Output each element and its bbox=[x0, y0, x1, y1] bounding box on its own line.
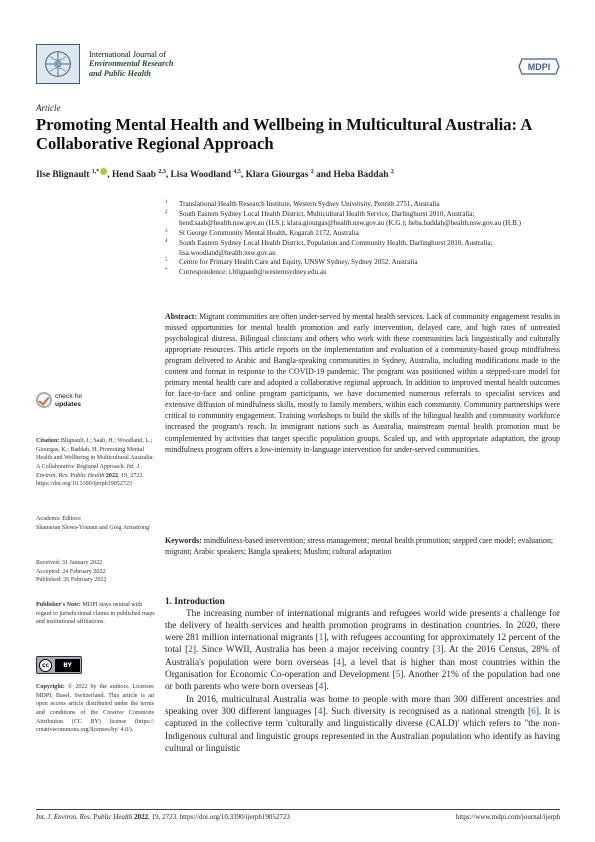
reference-link[interactable]: 4 bbox=[318, 681, 324, 692]
check-line1: check for bbox=[55, 393, 83, 400]
affiliation-text: South Eastern Sydney Local Health District, Population and Community Health, Darlinghurst 2010, Australia; lisa.woodland@health.nsw.gov.au bbox=[179, 238, 493, 257]
author-affiliation-marker: 2,3 bbox=[158, 168, 166, 175]
affiliation-number: 5 bbox=[165, 258, 168, 264]
citation-rest[interactable]: , 19, 2723. https://doi.org/10.3390/ijerph19052723 bbox=[36, 472, 144, 488]
editors-label: Academic Editors: bbox=[36, 516, 82, 522]
abstract-label: Abstract: bbox=[165, 312, 197, 321]
affiliation-text: South Eastern Sydney Local Health District, Multicultural Health Service, Darlinghurst 2010, Australia; hend.saab@health.nsw.gov.au (H.S.); klara.giourgas@health.nsw.gov.au (K.G.); heba.baddah@health.nsw.gov.au (H.B.) bbox=[179, 209, 521, 228]
author-affiliation-marker: 4,5 bbox=[233, 168, 241, 175]
affiliation-text: Correspondence: i.blignault@westernsydney.edu.au bbox=[179, 267, 327, 276]
reference-link[interactable]: 5 bbox=[395, 669, 401, 680]
cc-icon: cc bbox=[39, 659, 52, 672]
affiliations-list bbox=[165, 200, 560, 278]
citation-journal: Int. J. Environ. Res. Public Health bbox=[36, 463, 141, 479]
reference-link[interactable]: 4 bbox=[317, 707, 323, 718]
author-affiliation-marker: 2 bbox=[390, 168, 394, 175]
author-list: Ilse Blignault $^{1,*}$ , Hend Saab $^{2,3}$, Lisa Woodland $^{4,5}$, Klara Giourgas $^2$ and Heba Baddah $^2$ bbox=[36, 168, 394, 180]
introduction-body bbox=[165, 608, 560, 756]
abstract-text: Migrant communities are often under-served by mental health services. Lack of community engagement results in missed opportunities for mental health promotion and early intervention, delayed care, and high rates of untreated psychological distress. Bilingual clinicians and others who work with these communities lack linguistically and culturally appropriate resources. This article reports on the implementation and evaluation of a community-based group mindfulness program delivered to Arabic and Bangla-speaking communities in Sydney, Australia, including modifications made to the content and format in response to the COVID-19 pandemic. The program was positioned within a stepped-care model for primary mental health care and adopted a collaborative regional approach. In addition to improved mental health outcomes for face-to-face and online program participants, we have documented numerous referrals to specialist services and extensive diffusion of mindfulness skills, mostly to family members, within each community. Community partnerships were critical to community engagement. Training workshops to build the skills of the bilingual health and community workforce increased the program's reach. In immigrant nations such as Australia, mainstream mental health promotion must be complemented by activities that target specific population groups. Scaled up, and with appropriate adaptation, the group mindfulness program offers a low-intensity in-language intervention for under-served communities. bbox=[165, 312, 560, 454]
footer-journal: Int. J. Environ. Res. Public Health bbox=[36, 813, 133, 821]
article-type: Article bbox=[36, 103, 61, 113]
svg-text:MDPI: MDPI bbox=[527, 62, 551, 73]
publisher-note-text: MDPI stays neutral with regard to jurisdictional claims in published maps and institutional affiliations. bbox=[36, 602, 155, 626]
affiliation-item bbox=[165, 229, 560, 239]
reference-link[interactable]: 3 bbox=[435, 645, 441, 656]
footer-journal-link[interactable]: https://www.mdpi.com/journal/ijerph bbox=[455, 813, 560, 821]
affiliation-number: 4 bbox=[165, 238, 168, 244]
journal-name-line3: and Public Health bbox=[89, 68, 151, 78]
affiliation-item bbox=[165, 239, 560, 258]
author-name: Lisa Woodland $^{4,5}$ bbox=[170, 168, 241, 180]
footer-doi[interactable]: , 19, 2723. https://doi.org/10.3390/ijerph19052723 bbox=[148, 813, 290, 821]
copyright-text: © 2022 by the authors. Licensee MDPI, Basel, Switzerland. This article is an open access article distributed under the terms and conditions of the Creative Commons Attribution (CC BY) license (https:// creativecommons.org/licenses/by/ 4.0/). bbox=[36, 684, 154, 734]
section-heading: 1. Introduction bbox=[165, 597, 225, 607]
affiliation-item bbox=[165, 258, 560, 268]
affiliation-text: Centre for Primary Health Care and Equity, UNSW Sydney, Sydney 2052, Australia bbox=[179, 258, 418, 267]
dates-block bbox=[36, 559, 156, 585]
author-name: Klara Giourgas $^2$ bbox=[245, 168, 314, 180]
affiliation-text: St George Community Mental Health, Kogarah 2172, Australia bbox=[179, 229, 359, 238]
abstract bbox=[165, 311, 560, 455]
journal-name bbox=[89, 50, 173, 78]
editors-names: Shameran Slewa-Younan and Greg Armstrong bbox=[36, 524, 150, 531]
citation-text: Blignault, I.; Saab, H.; Woodland, L.; Giourgas, K.; Baddah, H. Promoting Mental Health and Wellbeing in Multicultural Australia: A Collaborative Regional Approach. bbox=[36, 438, 155, 470]
author-name: Heba Baddah $^2$ bbox=[333, 168, 394, 180]
mdpi-logo-icon bbox=[518, 56, 560, 77]
reference-link[interactable]: 4 bbox=[336, 657, 342, 668]
affiliation-number: 3 bbox=[165, 229, 168, 235]
academic-editors bbox=[36, 515, 156, 532]
journal-name-line2: Environmental Research bbox=[89, 59, 174, 69]
author-affiliation-marker: 2 bbox=[310, 168, 314, 175]
affiliation-item bbox=[165, 268, 560, 278]
check-line2: updates bbox=[55, 400, 82, 408]
journal-logo-icon bbox=[36, 44, 80, 84]
reference-link[interactable]: 2 bbox=[188, 645, 193, 656]
affiliation-number: 2 bbox=[165, 209, 168, 215]
accepted-date: Accepted: 24 February 2022 bbox=[36, 568, 106, 575]
affiliation-text: Translational Health Research Institute, Western Sydney University, Penrith 2751, Australia bbox=[179, 200, 440, 208]
journal-name-line1: International Journal of bbox=[89, 50, 166, 59]
cc-by-license-icon[interactable] bbox=[36, 656, 82, 674]
affiliation-item bbox=[165, 200, 560, 210]
copyright-block bbox=[36, 683, 154, 735]
author-name: Hend Saab $^{2,3}$ bbox=[111, 168, 166, 180]
published-date: Published: 26 February 2022 bbox=[36, 577, 107, 584]
keywords-label: Keywords: bbox=[165, 536, 202, 545]
citation-block bbox=[36, 437, 156, 489]
keywords-text: mindfulness-based intervention; stress management; mental health promotion; stepped care model; evaluation; migrant; Arabic speakers; Bangla speakers; Muslim; cultural adaptation bbox=[165, 536, 554, 557]
orcid-icon[interactable] bbox=[100, 168, 107, 175]
received-date: Received: 31 January 2022 bbox=[36, 560, 103, 566]
publisher-note bbox=[36, 601, 156, 627]
check-for-updates-label bbox=[55, 393, 83, 408]
affiliation-item bbox=[165, 210, 560, 229]
footer-citation bbox=[36, 813, 290, 821]
citation-label: Citation: bbox=[36, 438, 60, 444]
by-icon: BY bbox=[55, 659, 80, 672]
author-name: Ilse Blignault $^{1,*}$ bbox=[36, 170, 107, 180]
reference-link[interactable]: 6 bbox=[531, 707, 536, 718]
intro-paragraph-1: The increasing number of international migrants and refugees world wide presents a challenge for the delivery of health services and health promotion programs in destination countries. In 2020, there were 281 million international migrants [1], with refugees accounting for approximately 12 percent of the total [2]. Since WWII, Australia has been a major receiving country [3]. At the 2016 Census, 28% of Australia's population were born overseas [4], a level that is higher than most countries within the Organisation for Economic Co-operation and Development [5]. Another 21% of the population had one or both parents who were born overseas [4]. bbox=[165, 609, 561, 692]
author-affiliation-marker: 1,* bbox=[91, 168, 100, 175]
keywords bbox=[165, 535, 560, 557]
affiliation-number: * bbox=[165, 267, 168, 273]
footer-year: 2022 bbox=[134, 813, 149, 821]
intro-paragraph-2: In 2016, multicultural Australia was home to people with more than 300 different ancestries and speaking over 300 different languages [4]. Such diversity is recognised as a national strength [6]. It is captured in the collective term 'culturally and linguistically diverse (CALD)' which refers to "the non-Indigenous cultural and linguistic groups represented in the Australian population who identify as having cultural or linguistic bbox=[165, 695, 560, 754]
copyright-label: Copyright: bbox=[36, 684, 65, 690]
check-for-updates-icon bbox=[36, 392, 52, 408]
journal-header bbox=[36, 44, 560, 84]
check-for-updates-button[interactable] bbox=[36, 391, 96, 413]
citation-year: 2022 bbox=[105, 472, 119, 479]
publisher-note-label: Publisher's Note: bbox=[36, 602, 81, 608]
reference-link[interactable]: 1 bbox=[318, 633, 324, 644]
affiliation-number: 1 bbox=[165, 200, 168, 205]
footer-divider bbox=[36, 809, 560, 810]
paper-title: Promoting Mental Health and Wellbeing in Multicultural Australia: A Collaborative Regional Approach bbox=[36, 115, 532, 153]
